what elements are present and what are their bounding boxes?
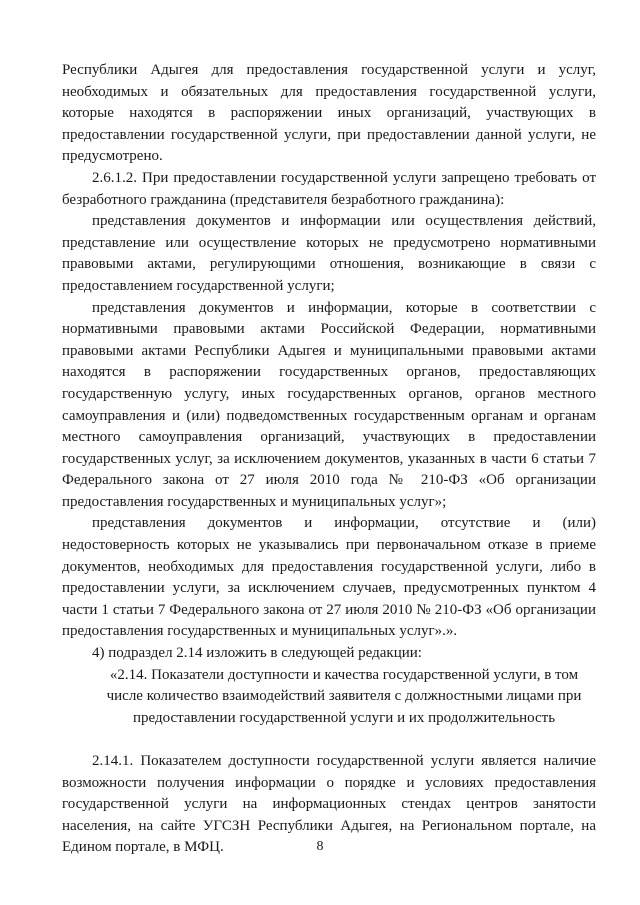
page-number: 8 [316, 839, 324, 854]
paragraph-requirement-2: представления документов и информации, которые в соответствии с нормативными правовыми актами Российской Федерации, нормативными правовыми актами Республики Адыгея и муниципальными правовыми актами находятся в распоряжении государственных органов, предоставляющих государственную услугу, иных государственных органов, органов местного самоуправления и (или) подведомственных государственным органам и органам местного самоуправления организаций, участвующих в предоставлении государственных услуг, за исключением документов, указанных в части 6 статьи 7 Федерального закона от 27 июля 2010 года № 210-ФЗ «Об организации предоставления государственных и муниципальных услуг»; [62, 299, 596, 510]
section-heading-2-14: «2.14. Показатели доступности и качества государственной услуги, в том числе количество взаимодействий заявителя с должностными лицами при предоставлении государственной услуги и их продолжительность [106, 666, 582, 726]
paragraph-2-6-1-2: 2.6.1.2. При предоставлении государственной услуги запрещено требовать от безработного гражданина (представителя безработного гражданина): [62, 169, 596, 208]
paragraph-requirement-3: представления документов и информации, отсутствие и (или) недостоверность которых не указывались при первоначальном отказе в приеме документов, необходимых для предоставления государственной услуги, либо в предоставлении услуги, за исключением случаев, предусмотренных пунктом 4 части 1 статьи 7 Федерального закона от 27 июля 2010 № 210-ФЗ «Об организации предоставления государственных и муниципальных услуг».». [62, 515, 596, 640]
paragraph-amendment-4: 4) подраздел 2.14 изложить в следующей редакции: [92, 645, 422, 662]
paragraph-requirement-1: представления документов и информации или осуществления действий, представление или осуществление которых не предусмотрено нормативными правовыми актами, регулирующими отношения, возникающие в связи с предоставлением государственной услуги; [62, 213, 596, 294]
document-body [62, 60, 596, 859]
paragraph-2-14-1: 2.14.1. Показателем доступности государственной услуги является наличие возможности получения информации о порядке и условиях предоставления государственной услуги на информационных стендах центров занятости населения, на сайте УГСЗН Республики Адыгея, на Региональном портале, на Едином портале, в МФЦ. [62, 753, 596, 856]
spacer [62, 729, 596, 751]
paragraph-continuation: Республики Адыгея для предоставления государственной услуги и услуг, необходимых и обязательных для предоставления государственной услуги, которые находятся в распоряжении иных организаций, участвующих в предоставлении государственной услуги, при предоставлении данной услуги, не предусмотрено. [62, 62, 596, 165]
